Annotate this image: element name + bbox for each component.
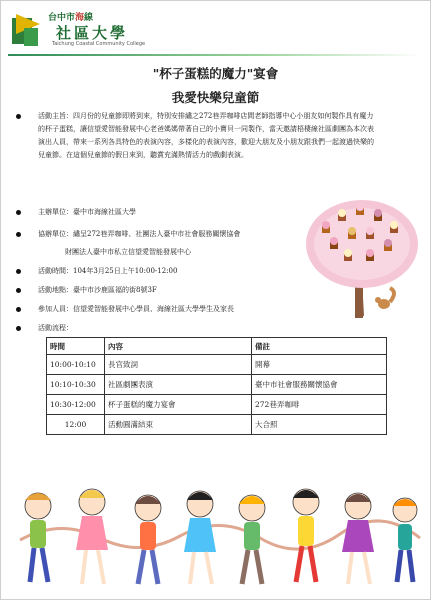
row-time: 12:00 <box>47 415 105 435</box>
child-figure <box>393 498 417 582</box>
place-item <box>38 284 157 297</box>
row-time: 10:00-10:10 <box>47 355 105 375</box>
table-row <box>47 375 387 395</box>
people-item <box>38 303 234 316</box>
purpose-label: 活動主旨： <box>38 112 73 120</box>
people-label: 參加人員： <box>38 305 73 313</box>
purpose-text: 四月份的兒童節即將到來，特別安排繡之272巷弄咖啡店間老師指導中心小朋友如何製作具有魔力的杯子蛋糕，讓信望愛智能發展中心老爸媽媽帶著自己的小寶貝一同製作，當天邀請梧棲線社區劇團為本次表演出人員，帶來一系列各具特色的表演內容，多樣化的表演內容，歡迎大朋友及小朋友跟我們一起渡過快樂的兒童節。在這個兒童節的假日來到，聽賞充滿熱情活力的戲劇表演。 <box>38 112 374 159</box>
table-row <box>47 355 387 375</box>
header-time: 時間 <box>47 338 105 355</box>
purpose-item <box>38 110 380 162</box>
row-note: 272巷弄咖啡 <box>252 395 387 415</box>
row-note: 臺中市社會服務關懷協會 <box>252 375 387 395</box>
cupcake-tree-illustration <box>300 196 422 322</box>
row-content: 社區劇團表演 <box>105 375 252 395</box>
row-note: 大合照 <box>252 415 387 435</box>
row-time: 10:10-10:30 <box>47 375 105 395</box>
child-figure <box>293 489 319 582</box>
bullet-icon <box>16 307 21 312</box>
cohost-label: 協辦單位： <box>38 230 73 238</box>
logo-main-text: 社區大學 <box>56 24 129 42</box>
cohost-item <box>38 228 240 241</box>
logo-top-text: 台中市海線 <box>48 13 94 23</box>
time-item <box>38 265 177 278</box>
header-content: 內容 <box>105 338 252 355</box>
flow-label: 活動流程： <box>38 324 73 332</box>
host-text: 臺中市海線社區大學 <box>73 208 136 216</box>
purpose-paragraph <box>38 110 380 162</box>
logo-sub-text: Taichung Coastal Community College <box>52 41 146 47</box>
cohost-text-1: 繡呈272巷弄咖啡、社團法人臺中市社會服務關懷協會 <box>73 230 241 238</box>
event-title: "杯子蛋糕的魔力"宴會 <box>152 66 279 81</box>
children-illustration <box>0 478 431 596</box>
bullet-icon <box>16 288 21 293</box>
table-row <box>47 415 387 435</box>
place-text: 臺中市沙鹿區福的街8號3F <box>73 286 157 294</box>
host-label: 主辦單位： <box>38 208 73 216</box>
time-text: 104年3月25日上午10:00-12:00 <box>73 267 178 275</box>
row-content: 活動圓滿結束 <box>105 415 252 435</box>
place-label: 活動地點： <box>38 286 73 294</box>
row-note: 開幕 <box>252 355 387 375</box>
cohost-item-line2 <box>65 246 191 259</box>
bullet-icon <box>16 114 21 119</box>
row-content: 杯子蛋糕的魔力宴會 <box>105 395 252 415</box>
bullet-icon <box>16 210 21 215</box>
bullet-icon <box>16 269 21 274</box>
child-figure <box>76 489 108 584</box>
child-figure <box>135 495 161 584</box>
schedule-header-row <box>47 338 387 355</box>
college-logo <box>8 4 158 52</box>
people-text: 信望愛智能發展中心學員、海線社區大學學生及家長 <box>73 305 234 313</box>
cohost-text-2: 財團法人臺中市私立信望愛智能發展中心 <box>65 248 191 256</box>
event-subtitle: 我愛快樂兒童節 <box>171 90 260 105</box>
row-time: 10:30-12:00 <box>47 395 105 415</box>
host-item <box>38 206 136 219</box>
schedule-table <box>46 337 387 435</box>
flow-item <box>38 322 73 335</box>
college-logo-icon <box>10 12 50 48</box>
header-divider <box>8 54 422 56</box>
child-figure <box>184 491 216 584</box>
table-row <box>47 395 387 415</box>
row-content: 長官致詞 <box>105 355 252 375</box>
time-label: 活動時間： <box>38 267 73 275</box>
squirrel-icon <box>375 288 394 309</box>
header-note: 備註 <box>252 338 387 355</box>
child-figure <box>25 493 51 582</box>
bullet-icon <box>16 232 21 237</box>
child-figure <box>342 493 374 584</box>
bullet-icon <box>16 326 21 331</box>
